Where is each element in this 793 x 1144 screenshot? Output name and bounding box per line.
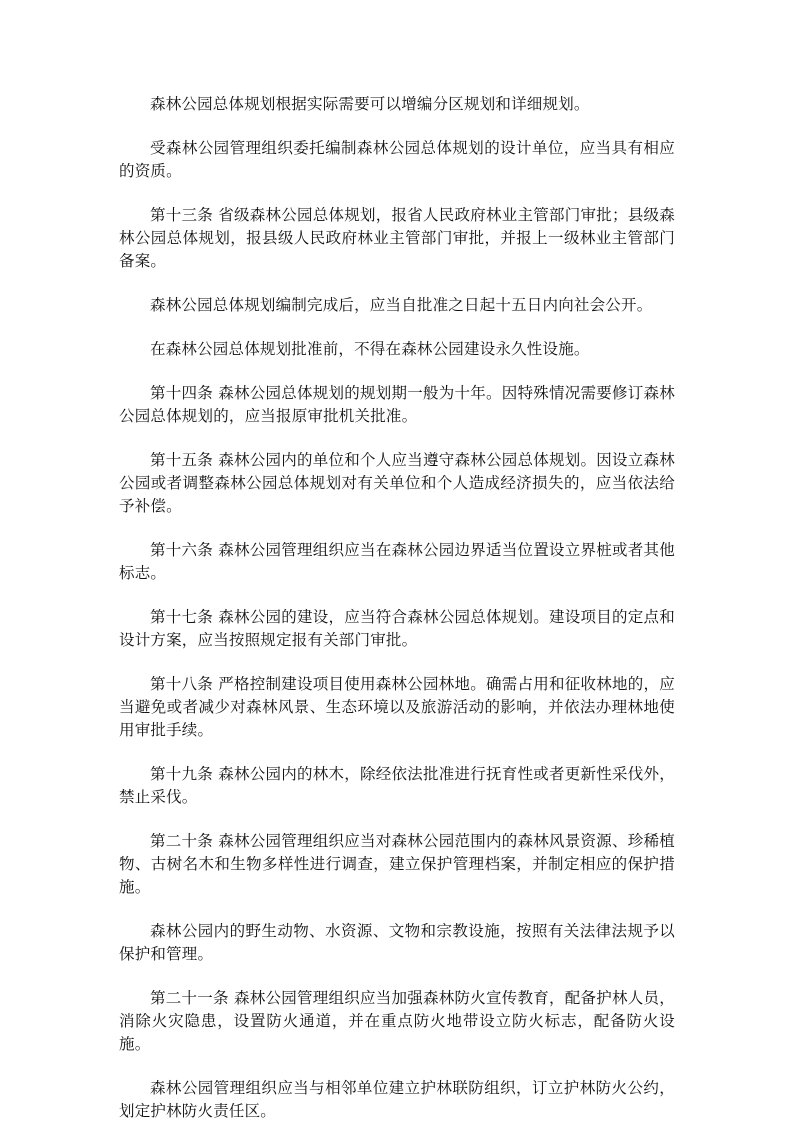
- paragraph: 森林公园总体规划编制完成后，应当自批准之日起十五日内向社会公开。: [150, 296, 653, 314]
- paragraph: 第十六条 森林公园管理组织应当在森林公园边界适当位置设立界桩或者其他标志。: [119, 541, 675, 582]
- paragraph: 森林公园总体规划根据实际需要可以增编分区规划和详细规划。: [150, 95, 590, 113]
- paragraph: 第十八条 严格控制建设项目使用森林公园林地。确需占用和征收林地的，应当避免或者减少对森林风景、生态环境以及旅游活动的影响，并依法办理林地使用审批手续。: [119, 675, 675, 739]
- paragraph: 第十五条 森林公园内的单位和个人应当遵守森林公园总体规划。因设立森林公园或者调整森林公园总体规划对有关单位和个人造成经济损失的，应当依法给予补偿。: [119, 451, 675, 515]
- paragraph: 受森林公园管理组织委托编制森林公园总体规划的设计单位，应当具有相应的资质。: [119, 139, 675, 180]
- paragraph: 第二十条 森林公园管理组织应当对森林公园范围内的森林风景资源、珍稀植物、古树名木和生物多样性进行调查，建立保护管理档案，并制定相应的保护措施。: [119, 832, 675, 896]
- paragraph: 森林公园内的野生动物、水资源、文物和宗教设施，按照有关法律法规予以保护和管理。: [119, 922, 675, 963]
- paragraph: 第十三条 省级森林公园总体规划，报省人民政府林业主管部门审批；县级森林公园总体规划，报县级人民政府林业主管部门审批，并报上一级林业主管部门备案。: [119, 206, 675, 270]
- paragraph: 第十九条 森林公园内的林木，除经依法批准进行抚育性或者更新性采伐外，禁止采伐。: [119, 765, 675, 806]
- paragraph: 第十七条 森林公园的建设，应当符合森林公园总体规划。建设项目的定点和设计方案，应当按照规定报有关部门审批。: [119, 608, 675, 649]
- paragraph: 森林公园管理组织应当与相邻单位建立护林联防组织，订立护林防火公约，划定护林防火责任区。: [119, 1079, 675, 1120]
- paragraph: 第二十一条 森林公园管理组织应当加强森林防火宣传教育，配备护林人员，消除火灾隐患，设置防火通道，并在重点防火地带设立防火标志，配备防火设施。: [119, 989, 675, 1053]
- document-body: [119, 93, 675, 1144]
- paragraph: 在森林公园总体规划批准前，不得在森林公园建设永久性设施。: [150, 340, 590, 358]
- paragraph: 第十四条 森林公园总体规划的规划期一般为十年。因特殊情况需要修订森林公园总体规划的，应当报原审批机关批准。: [119, 384, 675, 425]
